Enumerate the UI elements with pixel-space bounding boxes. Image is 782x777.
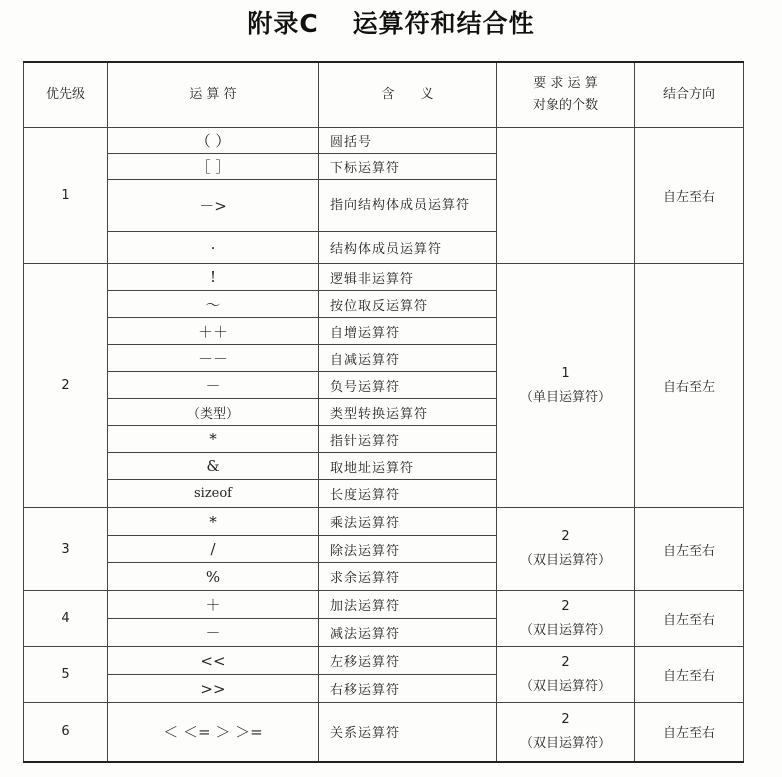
operator-cell: !	[108, 264, 319, 291]
operand-count-note: （单目运算符）	[519, 389, 611, 405]
operator-cell: ·	[108, 232, 319, 264]
table-row	[24, 508, 744, 536]
operand-count-note: （双目运算符）	[519, 553, 611, 568]
operator-cell: <<	[108, 647, 319, 675]
appendix-title: 运算符和结合性	[352, 9, 535, 38]
meaning-cell: 长度运算符	[319, 480, 497, 508]
operand-count: 1	[561, 365, 570, 381]
operator-cell: ［ ］	[108, 154, 319, 180]
priority-cell: 5	[24, 647, 108, 703]
operator-cell: ＋	[108, 591, 319, 619]
assoc-cell: 自左至右	[635, 508, 744, 591]
meaning-cell: 自减运算符	[319, 345, 497, 372]
table-row	[24, 591, 744, 619]
meaning-cell: 加法运算符	[319, 591, 497, 619]
priority-cell: 6	[24, 703, 108, 762]
meaning-cell: 右移运算符	[319, 675, 497, 703]
operand-count: 2	[561, 598, 570, 614]
meaning-cell: 求余运算符	[319, 563, 497, 591]
meaning-cell: 类型转换运算符	[319, 399, 497, 426]
assoc-cell: 自右至左	[635, 264, 744, 508]
priority-cell: 1	[24, 128, 108, 264]
operator-cell: /	[108, 536, 319, 563]
operator-cell: sizeof	[108, 480, 319, 508]
operand-count-cell	[497, 508, 635, 591]
meaning-cell: 除法运算符	[319, 536, 497, 563]
meaning-cell: 取地址运算符	[319, 453, 497, 480]
operand-count-cell	[497, 703, 635, 762]
operator-cell: －	[108, 372, 319, 399]
operator-cell: －	[108, 619, 319, 647]
header-assoc: 结合方向	[635, 62, 744, 128]
assoc-cell: 自左至右	[635, 128, 744, 264]
meaning-cell: 指向结构体成员运算符	[319, 180, 497, 232]
priority-cell: 4	[24, 591, 108, 647]
header-count-line1: 要 求 运 算	[533, 76, 598, 91]
operand-count-cell	[497, 647, 635, 703]
operand-count: 2	[561, 711, 570, 727]
header-count	[497, 62, 635, 128]
operator-cell: （类型）	[108, 399, 319, 426]
operator-cell: %	[108, 563, 319, 591]
operator-cell: ＜ ＜= ＞ ＞=	[108, 703, 319, 762]
meaning-cell: 结构体成员运算符	[319, 232, 497, 264]
operand-count: 2	[561, 529, 570, 544]
header-count-line2: 对象的个数	[532, 98, 598, 113]
operator-cell: >>	[108, 675, 319, 703]
meaning-cell: 乘法运算符	[319, 508, 497, 536]
operator-cell: ＋＋	[108, 318, 319, 345]
operand-count-note: （双目运算符）	[519, 735, 611, 751]
operand-count-note: （双目运算符）	[519, 622, 611, 638]
operator-cell: *	[108, 508, 319, 536]
operator-cell: ～	[108, 291, 319, 318]
operator-cell: &	[108, 453, 319, 480]
operand-count-cell	[497, 264, 635, 508]
operand-count-cell	[497, 128, 635, 264]
assoc-cell: 自左至右	[635, 647, 744, 703]
meaning-cell: 圆括号	[319, 128, 497, 154]
priority-cell: 2	[24, 264, 108, 508]
operand-count: 2	[561, 654, 570, 670]
header-meaning: 含 义	[319, 62, 497, 128]
operator-cell: －－	[108, 345, 319, 372]
assoc-cell: 自左至右	[635, 703, 744, 762]
operator-cell: *	[108, 426, 319, 453]
meaning-cell: 关系运算符	[319, 703, 497, 762]
operator-cell: （ ）	[108, 128, 319, 154]
header-priority: 优先级	[24, 62, 108, 128]
assoc-cell: 自左至右	[635, 591, 744, 647]
table-row	[24, 703, 744, 762]
meaning-cell: 左移运算符	[319, 647, 497, 675]
appendix-label: 附录C	[247, 9, 319, 38]
header-operator: 运 算 符	[108, 62, 319, 128]
meaning-cell: 负号运算符	[319, 372, 497, 399]
header-row	[24, 62, 744, 128]
meaning-cell: 减法运算符	[319, 619, 497, 647]
operand-count-note: （双目运算符）	[519, 678, 611, 694]
page-title	[0, 4, 782, 40]
operator-table	[23, 61, 744, 763]
priority-cell: 3	[24, 508, 108, 591]
operator-cell: －>	[108, 180, 319, 232]
meaning-cell: 自增运算符	[319, 318, 497, 345]
table-row	[24, 264, 744, 291]
meaning-cell: 下标运算符	[319, 154, 497, 180]
operand-count-cell	[497, 591, 635, 647]
table-row	[24, 128, 744, 154]
meaning-cell: 逻辑非运算符	[319, 264, 497, 291]
meaning-cell: 指针运算符	[319, 426, 497, 453]
table-row	[24, 647, 744, 675]
meaning-cell: 按位取反运算符	[319, 291, 497, 318]
